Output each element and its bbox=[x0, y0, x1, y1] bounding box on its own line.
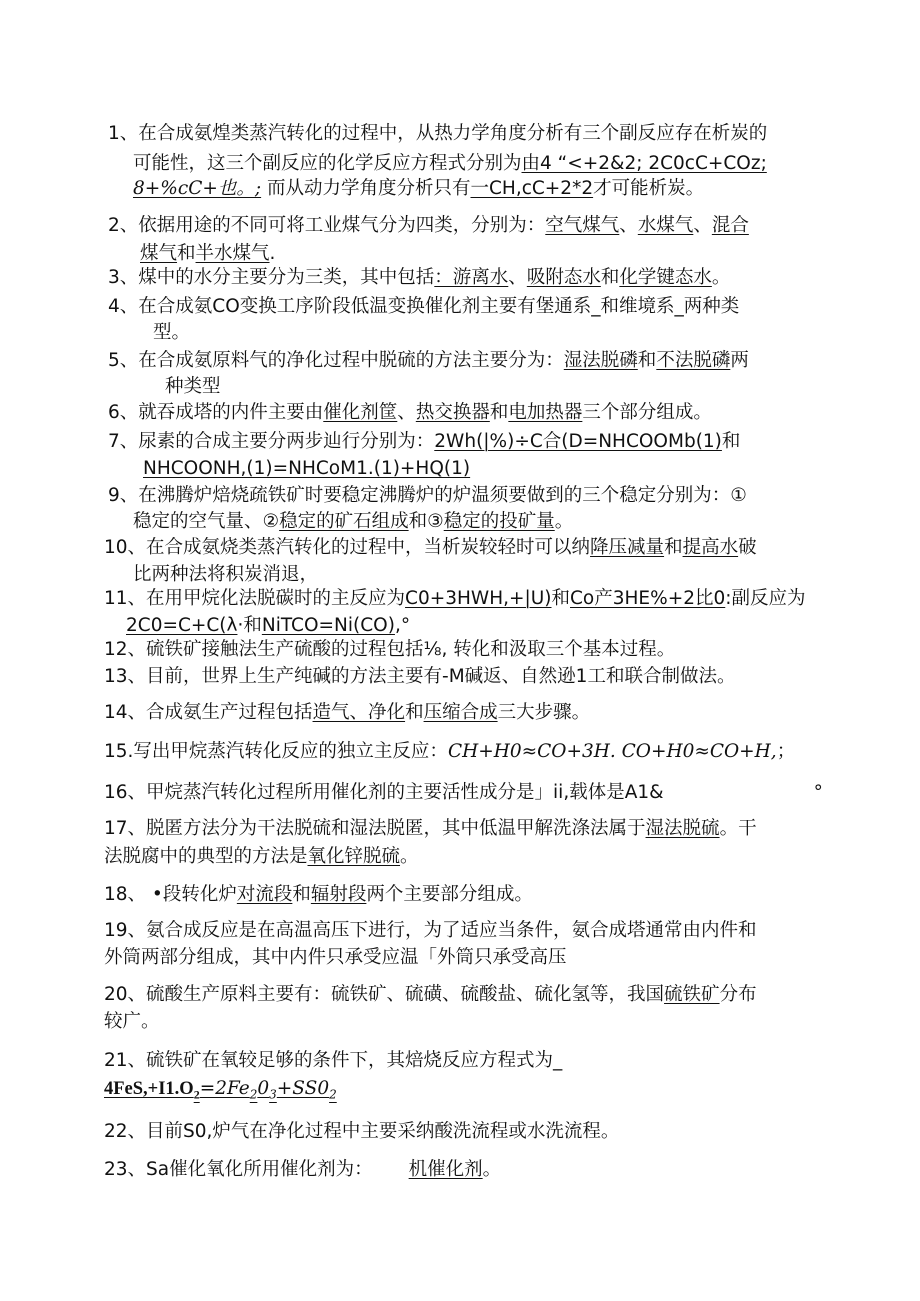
answer-text: 2 bbox=[249, 1087, 258, 1102]
question-line bbox=[104, 983, 757, 1007]
question-text: 19、氨合成反应是在高温高压下进行，为了适应当条件，氨合成塔通常由内件和 bbox=[104, 920, 757, 941]
question-line bbox=[140, 242, 275, 266]
question-line bbox=[133, 510, 573, 534]
question-text: 法脱腐中的典型的方法是 bbox=[104, 846, 308, 867]
question-text: 。干 bbox=[719, 818, 757, 839]
question-line bbox=[143, 457, 470, 481]
answer-text: 不法脱磷 bbox=[656, 350, 731, 371]
question-line bbox=[108, 214, 749, 238]
answer-text: 对流段 bbox=[236, 884, 293, 905]
answer-text: 湿法脱硫 bbox=[645, 818, 720, 839]
question-text: 5、在合成氨原料气的净化过程中脱硫的方法主要分为： bbox=[108, 350, 564, 371]
question-text: 才可能析炭。 bbox=[593, 178, 705, 199]
question-text: 22、目前S0,炉气在净化过程中主要采纳酸洗流程或水洗流程。 bbox=[104, 1121, 620, 1142]
question-line bbox=[108, 484, 747, 508]
answer-text: 辐射段 bbox=[310, 884, 367, 905]
question-text: 型。 bbox=[153, 322, 191, 343]
question-line bbox=[108, 401, 712, 425]
question-text: 而从动力学角度分析只有 bbox=[261, 178, 471, 199]
answer-text: 2 bbox=[193, 1087, 200, 1102]
question-text: 三个部分组成。 bbox=[582, 402, 712, 423]
question-line bbox=[104, 638, 675, 662]
question-text: ； bbox=[776, 741, 796, 762]
question-text: 和③ bbox=[408, 511, 444, 532]
question-text: 两 bbox=[730, 350, 749, 371]
question-text: 21、硫铁矿在氧较足够的条件下，其焙烧反应方程式为_ bbox=[104, 1050, 563, 1071]
answer-text: C0+3HWH,+|U) bbox=[405, 588, 552, 609]
question-line bbox=[104, 740, 795, 764]
question-text: CH+H0≈CO+3H. CO+H0≈CO+H, bbox=[447, 741, 777, 762]
question-text: 10、在合成氨烧类蒸汽转化的过程中，当析炭较轻时可以纳 bbox=[104, 537, 591, 558]
answer-text: Co产3HE%+2比0 bbox=[570, 588, 726, 609]
question-text: 11、在用甲烷化法脱碳时的主反应为 bbox=[104, 588, 406, 609]
answer-text: 2 bbox=[329, 1087, 337, 1102]
answer-text: 半水煤气 bbox=[195, 243, 270, 264]
question-text: 可能性，这三个副反应的化学反应方程式分别为 bbox=[133, 153, 522, 174]
question-text: 9、在沸腾炉焙烧疏铁矿时要稳定沸腾炉的炉温须要做到的三个稳定分别为：① bbox=[108, 485, 747, 506]
answer-text: 压缩合成 bbox=[423, 702, 498, 723]
question-line bbox=[108, 349, 749, 373]
question-text: 7、尿素的合成主要分两步辿行分别为： bbox=[108, 431, 435, 452]
answer-text: 催化剂筐 bbox=[323, 402, 398, 423]
question-line bbox=[104, 817, 757, 841]
answer-text: =2Fe bbox=[199, 1078, 250, 1099]
question-text: 20、硫酸生产原料主要有：硫铁矿、硫磺、硫酸盐、硫化氢等，我国 bbox=[104, 984, 665, 1005]
question-text: . bbox=[269, 243, 276, 264]
question-text: 和 bbox=[405, 702, 424, 723]
question-line bbox=[133, 177, 704, 201]
question-text: 和 bbox=[551, 588, 571, 609]
question-line bbox=[133, 152, 767, 176]
question-line bbox=[108, 295, 739, 319]
question-line bbox=[104, 1010, 160, 1034]
answer-text: 一CH,cC+2*2 bbox=[470, 178, 594, 199]
question-text: 和 bbox=[664, 537, 683, 558]
question-text: 1、在合成氨煌类蒸汽转化的过程中，从热力学角度分析有三个副反应存在析炭的 bbox=[108, 123, 768, 144]
question-text: 外筒两部分组成，其中内件只承受应温「外筒只承受高压 bbox=[104, 947, 567, 968]
question-text: 。 bbox=[400, 846, 419, 867]
question-text: 14、合成氨生产过程包括 bbox=[104, 702, 313, 723]
question-text: 三大步骤。 bbox=[497, 702, 591, 723]
question-text: 稳定的空气量、② bbox=[133, 511, 280, 532]
question-text: 。 bbox=[711, 267, 731, 288]
question-text: 和 bbox=[292, 884, 311, 905]
answer-text: 2Wh(|%)÷C合(D=NHCOOMb(1) bbox=[434, 431, 722, 452]
answer-text: 混合 bbox=[711, 215, 749, 236]
question-text: 16、甲烷蒸汽转化过程所用催化剂的主要活性成分是」ii,载体是A1& bbox=[104, 782, 664, 803]
answer-text: 稳定的投矿量 bbox=[443, 511, 555, 532]
question-text: 23、Sa催化氧化所用催化剂为： bbox=[104, 1159, 373, 1180]
question-text: 6、就吞成塔的内件主要由 bbox=[108, 402, 324, 423]
question-line bbox=[126, 614, 410, 638]
answer-text: 吸附态水 bbox=[526, 267, 601, 288]
question-line bbox=[108, 266, 730, 290]
answer-text: 空气煤气 bbox=[545, 215, 620, 236]
question-text: 、 bbox=[397, 402, 416, 423]
question-line bbox=[133, 563, 318, 587]
answer-text: 降压减量 bbox=[590, 537, 665, 558]
question-line bbox=[104, 1120, 619, 1144]
question-text: 和 bbox=[721, 431, 741, 452]
answer-text: 电加热器 bbox=[508, 402, 583, 423]
question-text: 种类型 bbox=[165, 376, 221, 397]
answer-text: 热交换器 bbox=[415, 402, 490, 423]
question-text: 4、在合成氨CO变换工序阶段低温变换催化剂主要有堡通系_和维境系_两种类 bbox=[108, 296, 740, 317]
question-text: 3、煤中的水分主要分为三类，其中包括 bbox=[108, 267, 435, 288]
question-text: 和 bbox=[600, 267, 620, 288]
answer-text: 机催化剂 bbox=[408, 1159, 483, 1180]
question-line bbox=[108, 430, 740, 454]
question-line bbox=[104, 701, 590, 725]
answer-text: 氧化锌脱硫 bbox=[307, 846, 401, 867]
question-text: 17、脱匿方法分为干法脱硫和湿法脱匿，其中低温甲解洗涤法属于 bbox=[104, 818, 646, 839]
question-text: 分布 bbox=[719, 984, 757, 1005]
question-text: ·和 bbox=[237, 615, 262, 636]
question-text: 和 bbox=[637, 350, 657, 371]
question-line bbox=[104, 1049, 562, 1073]
question-text: 较广。 bbox=[104, 1011, 160, 1032]
answer-text: 提高水 bbox=[682, 537, 739, 558]
question-line bbox=[104, 587, 805, 611]
question-text: 破 bbox=[738, 537, 757, 558]
answer-text: 0 bbox=[257, 1078, 270, 1099]
question-text: 。 bbox=[554, 511, 574, 532]
answer-text: ：游离水 bbox=[434, 267, 509, 288]
answer-text: 化学键态水 bbox=[619, 267, 712, 288]
question-text: 、 bbox=[508, 267, 527, 288]
question-line bbox=[104, 1077, 337, 1107]
question-text: 两个主要部分组成。 bbox=[366, 884, 533, 905]
question-line bbox=[104, 1158, 501, 1182]
question-line bbox=[104, 536, 757, 560]
question-text: 15.写出甲烷蒸汽转化反应的独立主反应： bbox=[104, 741, 448, 762]
question-line bbox=[104, 665, 735, 689]
question-text: :副反应为 bbox=[725, 588, 806, 609]
question-text: ° bbox=[813, 782, 823, 803]
question-text: 比两种法将积炭消退， bbox=[133, 564, 319, 585]
question-line bbox=[108, 122, 767, 146]
question-text: 2、依据用途的不同可将工业煤气分为四类，分别为： bbox=[108, 215, 546, 236]
question-text: ,° bbox=[394, 615, 411, 636]
answer-text: 3 bbox=[269, 1087, 277, 1102]
answer-text: NHCOONH,(1)=NHCoM1.(1)+HQ(1) bbox=[143, 458, 471, 479]
question-text: 和 bbox=[177, 243, 196, 264]
answer-text: 稳定的矿石组成 bbox=[279, 511, 409, 532]
answer-text: 4FeS,+I1.O bbox=[104, 1079, 194, 1099]
answer-text: 煤气 bbox=[140, 243, 178, 264]
question-text: 18、 •段转化炉 bbox=[104, 884, 237, 905]
answer-text: 2C0=C+C(λ bbox=[126, 615, 238, 636]
answer-text: 湿法脱磷 bbox=[563, 350, 638, 371]
answer-text: 8+%cC+也。; bbox=[133, 178, 262, 199]
answer-text: 造气、净化 bbox=[312, 702, 406, 723]
question-line bbox=[104, 883, 533, 907]
question-line bbox=[153, 321, 190, 345]
question-line bbox=[165, 375, 221, 399]
answer-text: 硫铁矿 bbox=[664, 984, 720, 1005]
answer-text: NiTCO=Ni(CO) bbox=[261, 615, 395, 636]
answer-text: 由4 “<+2&2; 2C0cC+COz; bbox=[521, 153, 767, 174]
question-text: 。 bbox=[482, 1159, 502, 1180]
question-line bbox=[104, 946, 567, 970]
answer-text: +SS0 bbox=[276, 1078, 330, 1099]
answer-text: 水煤气 bbox=[637, 215, 694, 236]
question-text: 12、硫铁矿接触法生产硫酸的过程包括⅛, 转化和汲取三个基本过程。 bbox=[104, 639, 676, 660]
question-text: 13、目前，世界上生产纯碱的方法主要有-M碱返、自然逊1工和联合制做法。 bbox=[104, 666, 736, 687]
question-line bbox=[104, 781, 823, 805]
question-line bbox=[104, 845, 419, 869]
question-text: 、 bbox=[693, 215, 712, 236]
question-line bbox=[104, 919, 757, 943]
question-text: 、 bbox=[619, 215, 638, 236]
question-text: 和 bbox=[489, 402, 509, 423]
